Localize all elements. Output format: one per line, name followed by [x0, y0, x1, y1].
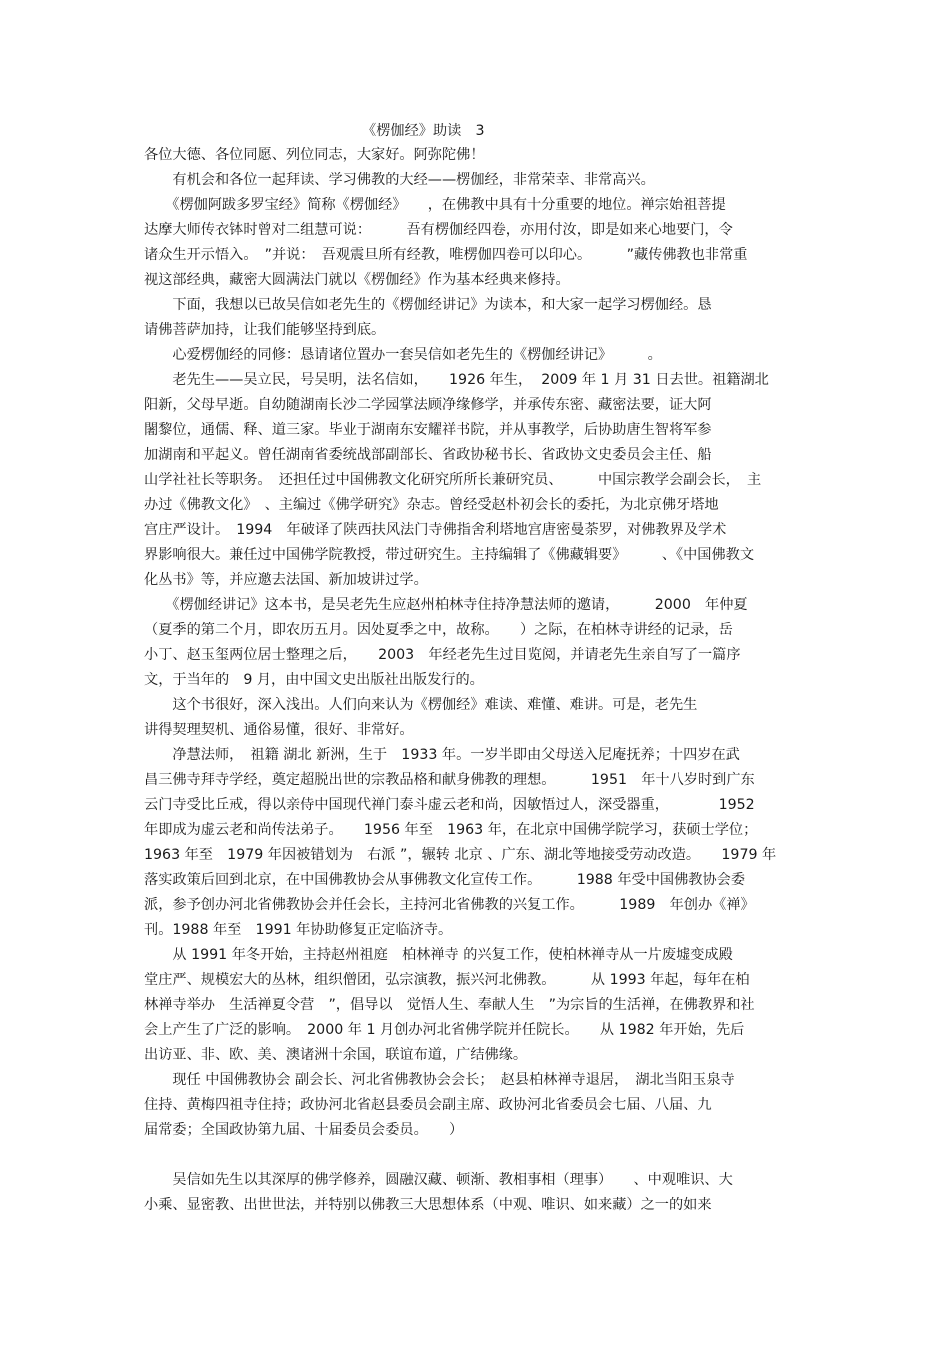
body-line: 住持、黄梅四祖寺住持；政协河北省赵县委员会副主席、政协河北省委员会七届、八届、九	[144, 1097, 712, 1113]
body-line: 会上产生了广泛的影响。 2000 年 1 月创办河北省佛学院并任院长。 从 1982 年开始，先后	[144, 1022, 745, 1038]
document-title: 《楞伽经》助读 3	[362, 123, 485, 139]
body-line: 各位大德、各位同愿、列位同志，大家好。阿弥陀佛！	[144, 147, 485, 163]
body-line: 化丛书》等，并应邀去法国、新加坡讲过学。	[144, 572, 428, 588]
body-line: （夏季的第二个月，即农历五月。因处夏季之中，故称。 ）之际，在柏林寺讲经的记录，岳	[144, 622, 733, 638]
body-line: 小乘、显密教、出世世法，并特别以佛教三大思想体系（中观、唯识、如来藏）之一的如来	[144, 1197, 712, 1213]
body-line: 刊。1988 年至 1991 年协助修复正定临济寺。	[144, 922, 453, 938]
body-line: 宫庄严设计。 1994 年破译了陕西扶风法门寺佛指舍利塔地宫唐密曼荼罗，对佛教界及学术	[144, 522, 727, 538]
body-line: 下面，我想以已故吴信如老先生的《楞伽经讲记》为读本，和大家一起学习楞伽经。恳	[144, 297, 712, 313]
body-line: 派，参予创办河北省佛教协会并任会长，主持河北省佛教的兴复工作。 1989 年创办《禅》	[144, 897, 755, 913]
body-line: 讲得契理契机、通俗易懂，很好、非常好。	[144, 722, 414, 738]
body-line: 从 1991 年冬开始，主持赵州祖庭 柏林禅寺 的兴复工作，使柏林禅寺从一片废墟变成殿	[144, 947, 733, 963]
body-line: 昌三佛寺拜寺学经，奠定超脱出世的宗教品格和献身佛教的理想。 1951 年十八岁时到广东	[144, 772, 755, 788]
body-line	[144, 1145, 814, 1165]
body-line: 老先生——吴立民，号吴明，法名信如， 1926 年生， 2009 年 1 月 31 日去世。祖籍湖北	[144, 372, 769, 388]
body-line: 办过《佛教文化》 、主编过《佛学研究》杂志。曾经受赵朴初会长的委托，为北京佛牙塔地	[144, 497, 719, 513]
body-line: 阳新，父母早逝。自幼随湖南长沙二学园掌法顾净缘修学，并承传东密、藏密法要，证大阿	[144, 397, 712, 413]
body-line: 落实政策后回到北京，在中国佛教协会从事佛教文化宣传工作。 1988 年受中国佛教协会委	[144, 872, 746, 888]
body-line: 诸众生开示悟入。 ”并说： 吾观震旦所有经教，唯楞伽四卷可以印心。 ”藏传佛教也非常重	[144, 247, 748, 263]
body-line: 有机会和各位一起拜读、学习佛教的大经——楞伽经，非常荣幸、非常高兴。	[144, 172, 655, 188]
body-line: 《楞伽经讲记》这本书，是吴老先生应赵州柏林寺住持净慧法师的邀请， 2000 年仲夏	[144, 597, 748, 613]
body-line: 界影响很大。兼任过中国佛学院教授，带过研究生。主持编辑了《佛藏辑要》 、《中国佛教文	[144, 547, 755, 563]
body-line: 心爱楞伽经的同修：恳请诸位置办一套吴信如老先生的《楞伽经讲记》 。	[144, 347, 662, 363]
body-line: 1963 年至 1979 年因被错划为 右派 ”，辗转 北京 、广东、湖北等地接受劳动改造。 1979 年	[144, 847, 777, 863]
body-line: 现任 中国佛教协会 副会长、河北省佛教协会会长； 赵县柏林禅寺退居， 湖北当阳玉泉寺	[144, 1072, 735, 1088]
body-line: 闍黎位，通儒、释、道三家。毕业于湖南东安耀祥书院，并从事教学，后协助唐生智将军参	[144, 422, 712, 438]
body-line: 《楞伽阿跋多罗宝经》简称《楞伽经》 ，在佛教中具有十分重要的地位。禅宗始祖菩提	[144, 197, 726, 213]
body-line: 这个书很好，深入浅出。人们向来认为《楞伽经》难读、难懂、难讲。可是，老先生	[144, 697, 698, 713]
body-line: 云门寺受比丘戒，得以亲侍中国现代禅门泰斗虚云老和尚，因敏悟过人，深受器重， 1952	[144, 797, 755, 813]
body-line: 小丁、赵玉玺两位居士整理之后， 2003 年经老先生过目览阅，并请老先生亲自写了一篇序	[144, 647, 741, 663]
body-line: 林禅寺举办 生活禅夏令营 ”，倡导以 觉悟人生、奉献人生 ”为宗旨的生活禅，在佛教界和社	[144, 997, 755, 1013]
body-line: 年即成为虚云老和尚传法弟子。 1956 年至 1963 年，在北京中国佛学院学习，获硕士学位；	[144, 822, 758, 838]
body-line: 堂庄严、规模宏大的丛林，组织僧团，弘宗演教，振兴河北佛教。 从 1993 年起，每年在柏	[144, 972, 750, 988]
body-line: 视这部经典，藏密大圆满法门就以《楞伽经》作为基本经典来修持。	[144, 272, 570, 288]
body-line: 文，于当年的 9 月，由中国文史出版社出版发行的。	[144, 672, 484, 688]
body-line: 净慧法师， 祖籍 湖北 新洲，生于 1933 年。一岁半即由父母送入尼庵抚养；十四岁在武	[144, 747, 740, 763]
body-line: 届常委；全国政协第九届、十届委员会委员。 ）	[144, 1122, 464, 1138]
body-line: 请佛菩萨加持，让我们能够坚持到底。	[144, 322, 386, 338]
body-line: 山学社社长等职务。 还担任过中国佛教文化研究所所长兼研究员、 中国宗教学会副会长， 主	[144, 472, 762, 488]
body-line: 加湖南和平起义。曾任湖南省委统战部副部长、省政协秘书长、省政协文史委员会主任、船	[144, 447, 712, 463]
body-line: 达摩大师传衣钵时曾对二组慧可说： 吾有楞伽经四卷，亦用付汝，即是如来心地要门，令	[144, 222, 733, 238]
body-line: 出访亚、非、欧、美、澳诸洲十余国，联谊布道，广结佛缘。	[144, 1047, 528, 1063]
body-line: 吴信如先生以其深厚的佛学修养，圆融汉藏、顿渐、教相事相（理事） 、中观唯识、大	[144, 1172, 733, 1188]
